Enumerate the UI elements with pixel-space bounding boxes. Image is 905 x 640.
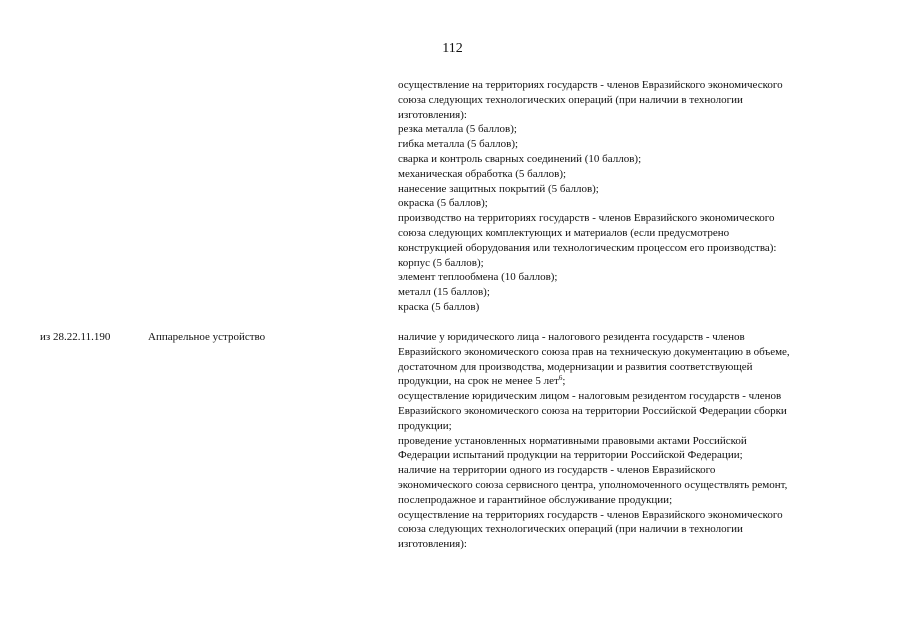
- requirement-line: краска (5 баллов): [398, 300, 480, 313]
- product-name: Аппарельное устройство: [148, 331, 266, 343]
- footnote-suffix: ;: [562, 375, 566, 388]
- product-code: из 28.22.11.190: [40, 331, 111, 343]
- requirement-line: наличие на территории одного из государств - членов Евразийского: [398, 464, 716, 477]
- requirement-line: осуществление юридическим лицом - налоговым резидентом государств - членов: [398, 390, 782, 403]
- requirement-line: конструкцией оборудования или технологическим процессом его производства):: [398, 241, 777, 254]
- footnote-marker: 6: [558, 374, 563, 383]
- requirement-line: окраска (5 баллов);: [398, 197, 488, 210]
- requirement-line: элемент теплообмена (10 баллов);: [398, 271, 558, 284]
- requirement-line: союза следующих технологических операций (при наличии в технологии: [398, 523, 743, 536]
- requirement-line: изготовления):: [398, 108, 467, 121]
- requirement-line: Евразийского экономического союза прав на техническую документацию в объеме,: [398, 345, 790, 358]
- requirement-line: послепродажное и гарантийное обслуживание продукции;: [398, 493, 673, 506]
- requirement-line-with-footnote: [398, 374, 878, 389]
- requirement-line: продукции;: [398, 419, 452, 432]
- requirement-line: сварка и контроль сварных соединений (10 баллов);: [398, 152, 642, 165]
- requirement-line: корпус (5 баллов);: [398, 256, 484, 269]
- requirement-line: наличие у юридического лица - налогового резидента государств - членов: [398, 331, 745, 343]
- product-requirements: [398, 330, 878, 552]
- requirement-line: металл (15 баллов);: [398, 286, 490, 299]
- requirements-continuation: [398, 78, 878, 315]
- requirement-line: изготовления):: [398, 538, 467, 551]
- requirement-line: резка металла (5 баллов);: [398, 123, 517, 136]
- requirement-text: продукции, на срок не менее 5 лет: [398, 375, 559, 388]
- requirement-line: осуществление на территориях государств - членов Евразийского экономического: [398, 79, 783, 91]
- requirement-line: нанесение защитных покрытий (5 баллов);: [398, 182, 599, 195]
- requirement-line: осуществление на территориях государств - членов Евразийского экономического: [398, 508, 783, 521]
- requirement-line: гибка металла (5 баллов);: [398, 138, 519, 151]
- requirement-line: экономического союза сервисного центра, уполномоченного осуществлять ремонт,: [398, 478, 788, 491]
- requirement-line: союза следующих технологических операций (при наличии в технологии: [398, 93, 743, 106]
- requirement-line: производство на территориях государств - членов Евразийского экономического: [398, 212, 775, 225]
- requirement-line: Федерации испытаний продукции на территории Российской Федерации;: [398, 449, 743, 462]
- requirement-line: механическая обработка (5 баллов);: [398, 167, 567, 180]
- requirement-line: союза следующих комплектующих и материалов (если предусмотрено: [398, 226, 730, 239]
- requirement-line: достаточном для производства, модернизации и развития соответствующей: [398, 360, 753, 373]
- page-number: 112: [442, 41, 463, 56]
- requirement-line: Евразийского экономического союза на территории Российской Федерации сборки: [398, 404, 787, 417]
- requirement-line: проведение установленных нормативными правовыми актами Российской: [398, 434, 747, 447]
